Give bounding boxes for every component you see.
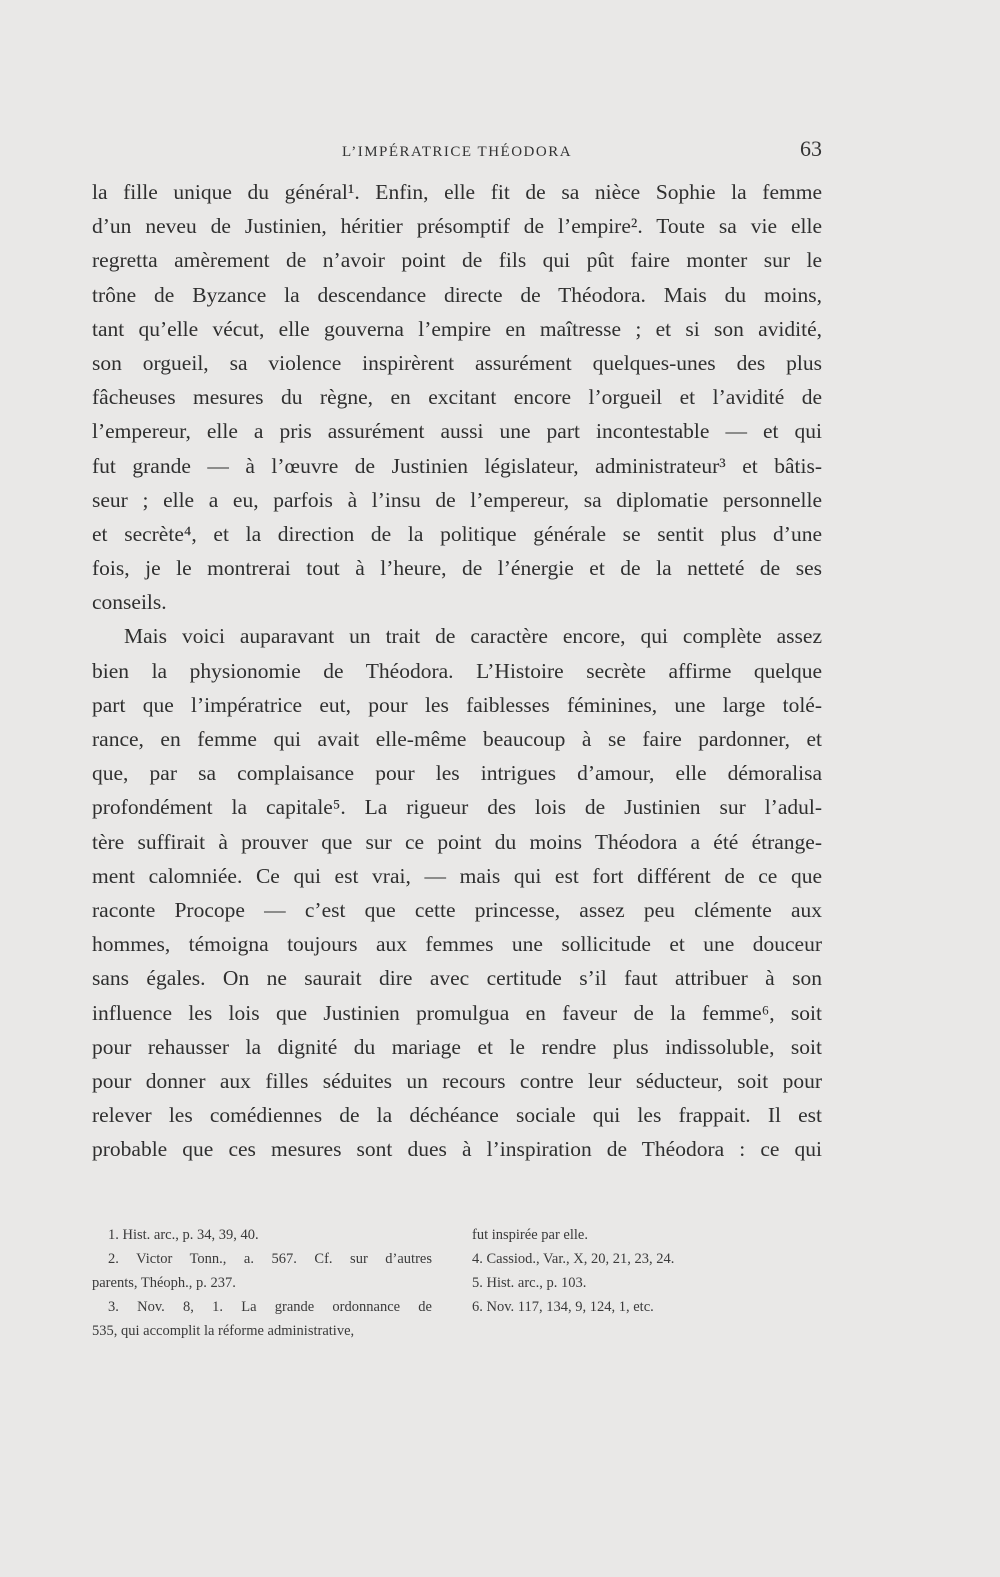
text-line: que, par sa complaisance pour les intrigues d’amour, elle démoralisa <box>92 761 822 786</box>
text-line: conseils. <box>92 590 167 615</box>
text-line: profondément la capitale⁵. La rigueur des lois de Justinien sur l’adul- <box>92 795 822 820</box>
text-line: bien la physionomie de Théodora. L’Histoire secrète affirme quelque <box>92 658 822 683</box>
text-line: hommes, témoigna toujours aux femmes une sollicitude et une douceur <box>92 932 822 957</box>
footnote-line: 2. Victor Tonn., a. 567. Cf. sur d’autres <box>108 1251 432 1267</box>
text-line: pour rehausser la dignité du mariage et le rendre plus indissoluble, soit <box>92 1034 822 1059</box>
text-line: fois, je le montrerai tout à l’heure, de l’énergie et de la netteté de ses <box>92 556 822 581</box>
body-text <box>92 175 822 1166</box>
footnote-line: fut inspirée par elle. <box>472 1227 588 1243</box>
text-line: Mais voici auparavant un trait de caractère encore, qui complète assez <box>124 624 822 649</box>
footnotes-right-column <box>472 1223 812 1319</box>
footnote-line: 1. Hist. arc., p. 34, 39, 40. <box>108 1227 259 1243</box>
text-line: fut grande — à l’œuvre de Justinien législateur, administrateur³ et bâtis- <box>92 453 822 478</box>
running-title: L’IMPÉRATRICE THÉODORA <box>341 144 573 160</box>
text-line: la fille unique du général¹. Enfin, elle fit de sa nièce Sophie la femme <box>92 180 822 204</box>
text-line: trône de Byzance la descendance directe de Théodora. Mais du moins, <box>92 282 822 307</box>
text-line: regretta amèrement de n’avoir point de fils qui pût faire monter sur le <box>92 248 822 273</box>
text-line: son orgueil, sa violence inspirèrent assurément quelques-unes des plus <box>92 350 822 375</box>
text-line: et secrète⁴, et la direction de la politique générale se sentit plus d’une <box>92 521 822 546</box>
text-line: ment calomniée. Ce qui est vrai, — mais qui est fort différent de ce que <box>92 863 822 888</box>
running-head <box>92 136 822 166</box>
text-line: pour donner aux filles séduites un recours contre leur séducteur, soit pour <box>92 1068 822 1093</box>
footnote-line: parents, Théoph., p. 237. <box>92 1275 236 1291</box>
text-line: d’un neveu de Justinien, héritier présomptif de l’empire². Toute sa vie elle <box>92 214 822 239</box>
text-line: seur ; elle a eu, parfois à l’insu de l’empereur, sa diplomatie personnelle <box>92 487 822 512</box>
text-line: tère suffirait à prouver que sur ce point du moins Théodora a été étrange- <box>92 829 822 854</box>
footnote-line: 6. Nov. 117, 134, 9, 124, 1, etc. <box>472 1299 654 1315</box>
page-number: 63 <box>800 136 822 161</box>
text-line: sans égales. On ne saurait dire avec certitude s’il faut attribuer à son <box>92 966 822 991</box>
text-line: influence les lois que Justinien promulgua en faveur de la femme⁶, soit <box>92 1000 822 1025</box>
footnote-line: 535, qui accomplit la réforme administrative, <box>92 1323 355 1339</box>
text-line: part que l’impératrice eut, pour les faiblesses féminines, une large tolé- <box>92 692 822 717</box>
footnotes-left-column <box>92 1223 432 1343</box>
text-line: rance, en femme qui avait elle-même beaucoup à se faire pardonner, et <box>92 727 822 751</box>
footnote-line: 3. Nov. 8, 1. La grande ordonnance de <box>108 1299 432 1315</box>
text-line: tant qu’elle vécut, elle gouverna l’empire en maîtresse ; et si son avidité, <box>92 316 822 341</box>
text-line: l’empereur, elle a pris assurément aussi une part incontestable — et qui <box>92 419 822 444</box>
text-line: relever les comédiennes de la déchéance sociale qui les frappait. Il est <box>92 1103 822 1128</box>
footnote-line: 5. Hist. arc., p. 103. <box>472 1275 587 1291</box>
text-line: fâcheuses mesures du règne, en excitant encore l’orgueil et l’avidité de <box>92 385 822 410</box>
footnote-line: 4. Cassiod., Var., X, 20, 21, 23, 24. <box>472 1251 675 1267</box>
text-line: probable que ces mesures sont dues à l’inspiration de Théodora : ce qui <box>92 1137 822 1162</box>
text-line: raconte Procope — c’est que cette princesse, assez peu clémente aux <box>92 897 822 922</box>
